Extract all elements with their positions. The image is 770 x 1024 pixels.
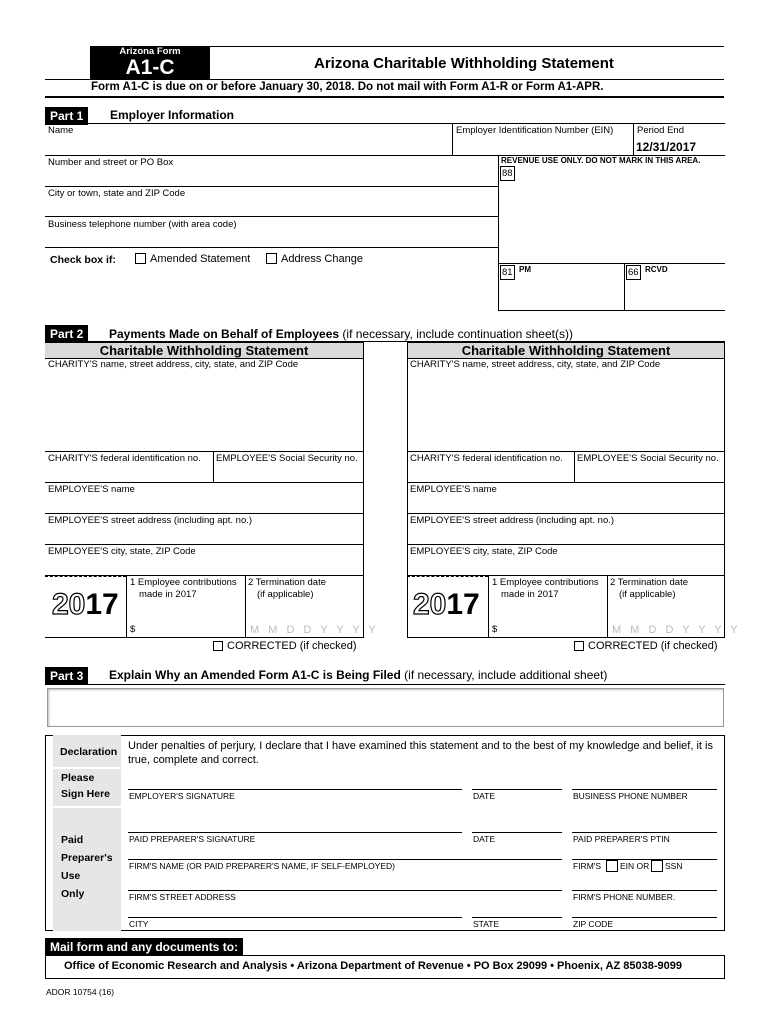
year-solid-right: 17 xyxy=(446,588,480,621)
part1-tag: Part 1 xyxy=(45,107,88,125)
firm-phone-label: FIRM'S PHONE NUMBER. xyxy=(573,892,676,902)
dollar-right: $ xyxy=(492,624,498,635)
paid-label: Paid xyxy=(61,834,84,846)
only-label: Only xyxy=(61,888,85,900)
part2-title: Payments Made on Behalf of Employees xyxy=(109,327,340,341)
mail-address: Office of Economic Research and Analysis • Arizona Department of Revenue • PO Box 29099 • Phoenix, AZ 85038-9099 xyxy=(64,960,682,972)
preparer-signature-label: PAID PREPARER'S SIGNATURE xyxy=(129,834,256,844)
employer-date-label: DATE xyxy=(473,791,496,801)
street-label: Number and street or PO Box xyxy=(48,157,174,168)
corrected-label-left: CORRECTED (if checked) xyxy=(227,640,357,652)
use-label: Use xyxy=(61,870,81,882)
date-placeholder-left: M M D D Y Y Y Y xyxy=(250,624,379,636)
firm-ssn-checkbox[interactable] xyxy=(651,860,663,872)
revenue-use-label: REVENUE USE ONLY. DO NOT MARK IN THIS AREA. xyxy=(501,156,701,165)
code-66: 66 xyxy=(628,267,639,278)
employer-signature-label: EMPLOYER'S SIGNATURE xyxy=(129,791,235,801)
due-notice: Form A1-C is due on or before January 30, 2018. Do not mail with Form A1-R or Form A1-APR. xyxy=(91,81,604,93)
preparer-date-label: DATE xyxy=(473,834,496,844)
ein-or-label: EIN OR xyxy=(620,861,650,871)
declaration-label: Declaration xyxy=(60,746,118,758)
firm-street-label: FIRM'S STREET ADDRESS xyxy=(129,892,236,902)
check-box-label: Check box if: xyxy=(50,254,116,266)
period-end-value: 12/31/2017 xyxy=(636,140,697,154)
business-phone-label: BUSINESS PHONE NUMBER xyxy=(573,791,688,801)
box1-label-left: 1 Employee contributions xyxy=(130,577,237,588)
name-field[interactable] xyxy=(46,124,451,155)
year-outline-right: 20 xyxy=(413,588,447,621)
charity-name-label-left: CHARITY'S name, street address, city, state, and ZIP Code xyxy=(48,359,299,370)
employee-name-label-right: EMPLOYEE'S name xyxy=(410,484,497,495)
preparers-label: Preparer's xyxy=(61,852,113,864)
charity-fid-label-left: CHARITY'S federal identification no. xyxy=(48,453,201,464)
part2-title-row xyxy=(109,327,573,341)
form-label: Arizona Form xyxy=(119,46,181,57)
corrected-checkbox-left[interactable] xyxy=(213,641,223,651)
mail-heading: Mail form and any documents to: xyxy=(45,938,243,956)
charity-name-field-right[interactable] xyxy=(408,358,724,450)
code-66-box xyxy=(626,265,641,280)
box2-sub-right: (if applicable) xyxy=(619,589,676,600)
year-solid-left: 17 xyxy=(85,588,119,621)
firm-ein-checkbox[interactable] xyxy=(606,860,618,872)
declaration-text: Under penalties of perjury, I declare that I have examined this statement and to the best of my knowledge and belief, it is true, complete and correct. xyxy=(128,740,713,766)
city-sig-label: CITY xyxy=(129,919,149,929)
employee-street-label-right: EMPLOYEE'S street address (including apt. no.) xyxy=(410,515,615,526)
date-placeholder-right: M M D D Y Y Y Y xyxy=(612,624,741,636)
city-label: City or town, state and ZIP Code xyxy=(48,188,186,199)
charity-name-field-left[interactable] xyxy=(46,358,362,450)
dollar-left: $ xyxy=(130,624,136,635)
street-field[interactable] xyxy=(46,156,497,186)
employee-name-label-left: EMPLOYEE'S name xyxy=(48,484,135,495)
ein-field[interactable] xyxy=(453,124,632,155)
code-88: 88 xyxy=(502,168,513,179)
name-label: Name xyxy=(48,125,74,136)
code-81-box xyxy=(500,265,515,280)
part3-title-row xyxy=(109,668,607,682)
year-right xyxy=(413,588,480,622)
preparer-ptin-label: PAID PREPARER'S PTIN xyxy=(573,834,670,844)
state-sig-label: STATE xyxy=(473,919,500,929)
employee-ssn-label-left: EMPLOYEE'S Social Security no. xyxy=(216,453,358,464)
phone-field[interactable] xyxy=(46,217,497,246)
code-88-box xyxy=(500,166,515,181)
amended-statement-checkbox[interactable] xyxy=(135,253,146,264)
part3-tag: Part 3 xyxy=(45,667,88,685)
form-code: A1-C xyxy=(125,56,175,79)
corrected-label-right: CORRECTED (if checked) xyxy=(588,640,718,652)
box2-sub-left: (if applicable) xyxy=(257,589,314,600)
charity-fid-label-right: CHARITY'S federal identification no. xyxy=(410,453,563,464)
part2-tag: Part 2 xyxy=(45,325,88,343)
year-left xyxy=(52,588,119,622)
amended-statement-label: Amended Statement xyxy=(150,253,251,265)
employee-city-label-left: EMPLOYEE'S city, state, ZIP Code xyxy=(48,546,196,557)
period-end-label: Period End xyxy=(637,125,685,136)
phone-label: Business telephone number (with area code) xyxy=(48,219,237,230)
part3-title: Explain Why an Amended Form A1-C is Being Filed xyxy=(109,668,401,682)
employee-ssn-label-right: EMPLOYEE'S Social Security no. xyxy=(577,453,719,464)
please-label: Please xyxy=(61,772,95,784)
part2-title-note: (if necessary, include continuation sheet(s)) xyxy=(342,327,573,341)
year-outline-left: 20 xyxy=(52,588,86,621)
amend-explanation-field[interactable] xyxy=(47,688,724,727)
statement-right-heading: Charitable Withholding Statement xyxy=(407,342,725,359)
ein-label: Employer Identification Number (EIN) xyxy=(456,125,614,136)
firms-label: FIRM'S xyxy=(573,861,602,871)
box1-sub-left: made in 2017 xyxy=(139,589,197,600)
rcvd-label: RCVD xyxy=(645,265,668,274)
employee-street-label-left: EMPLOYEE'S street address (including apt. no.) xyxy=(48,515,253,526)
corrected-checkbox-right[interactable] xyxy=(574,641,584,651)
city-field[interactable] xyxy=(46,187,497,216)
box1-sub-right: made in 2017 xyxy=(501,589,559,600)
box2-label-right: 2 Termination date xyxy=(610,577,688,588)
employee-city-label-right: EMPLOYEE'S city, state, ZIP Code xyxy=(410,546,558,557)
box2-label-left: 2 Termination date xyxy=(248,577,326,588)
pm-label: PM xyxy=(519,265,531,274)
form-id-block xyxy=(90,46,210,79)
code-81: 81 xyxy=(502,267,513,278)
firm-name-label: FIRM'S NAME (OR PAID PREPARER'S NAME, IF SELF-EMPLOYED) xyxy=(129,861,395,871)
part3-title-note: (if necessary, include additional sheet) xyxy=(404,668,608,682)
form-title: Arizona Charitable Withholding Statement xyxy=(314,55,614,72)
address-change-label: Address Change xyxy=(281,253,363,265)
address-change-checkbox[interactable] xyxy=(266,253,277,264)
zip-sig-label: ZIP CODE xyxy=(573,919,613,929)
box1-label-right: 1 Employee contributions xyxy=(492,577,599,588)
part1-title: Employer Information xyxy=(110,108,235,122)
statement-left-heading: Charitable Withholding Statement xyxy=(45,342,363,359)
charity-name-label-right: CHARITY'S name, street address, city, state, and ZIP Code xyxy=(410,359,661,370)
form-number: ADOR 10754 (16) xyxy=(46,987,115,997)
ssn-label: SSN xyxy=(665,861,683,871)
sign-here-label: Sign Here xyxy=(61,788,111,800)
